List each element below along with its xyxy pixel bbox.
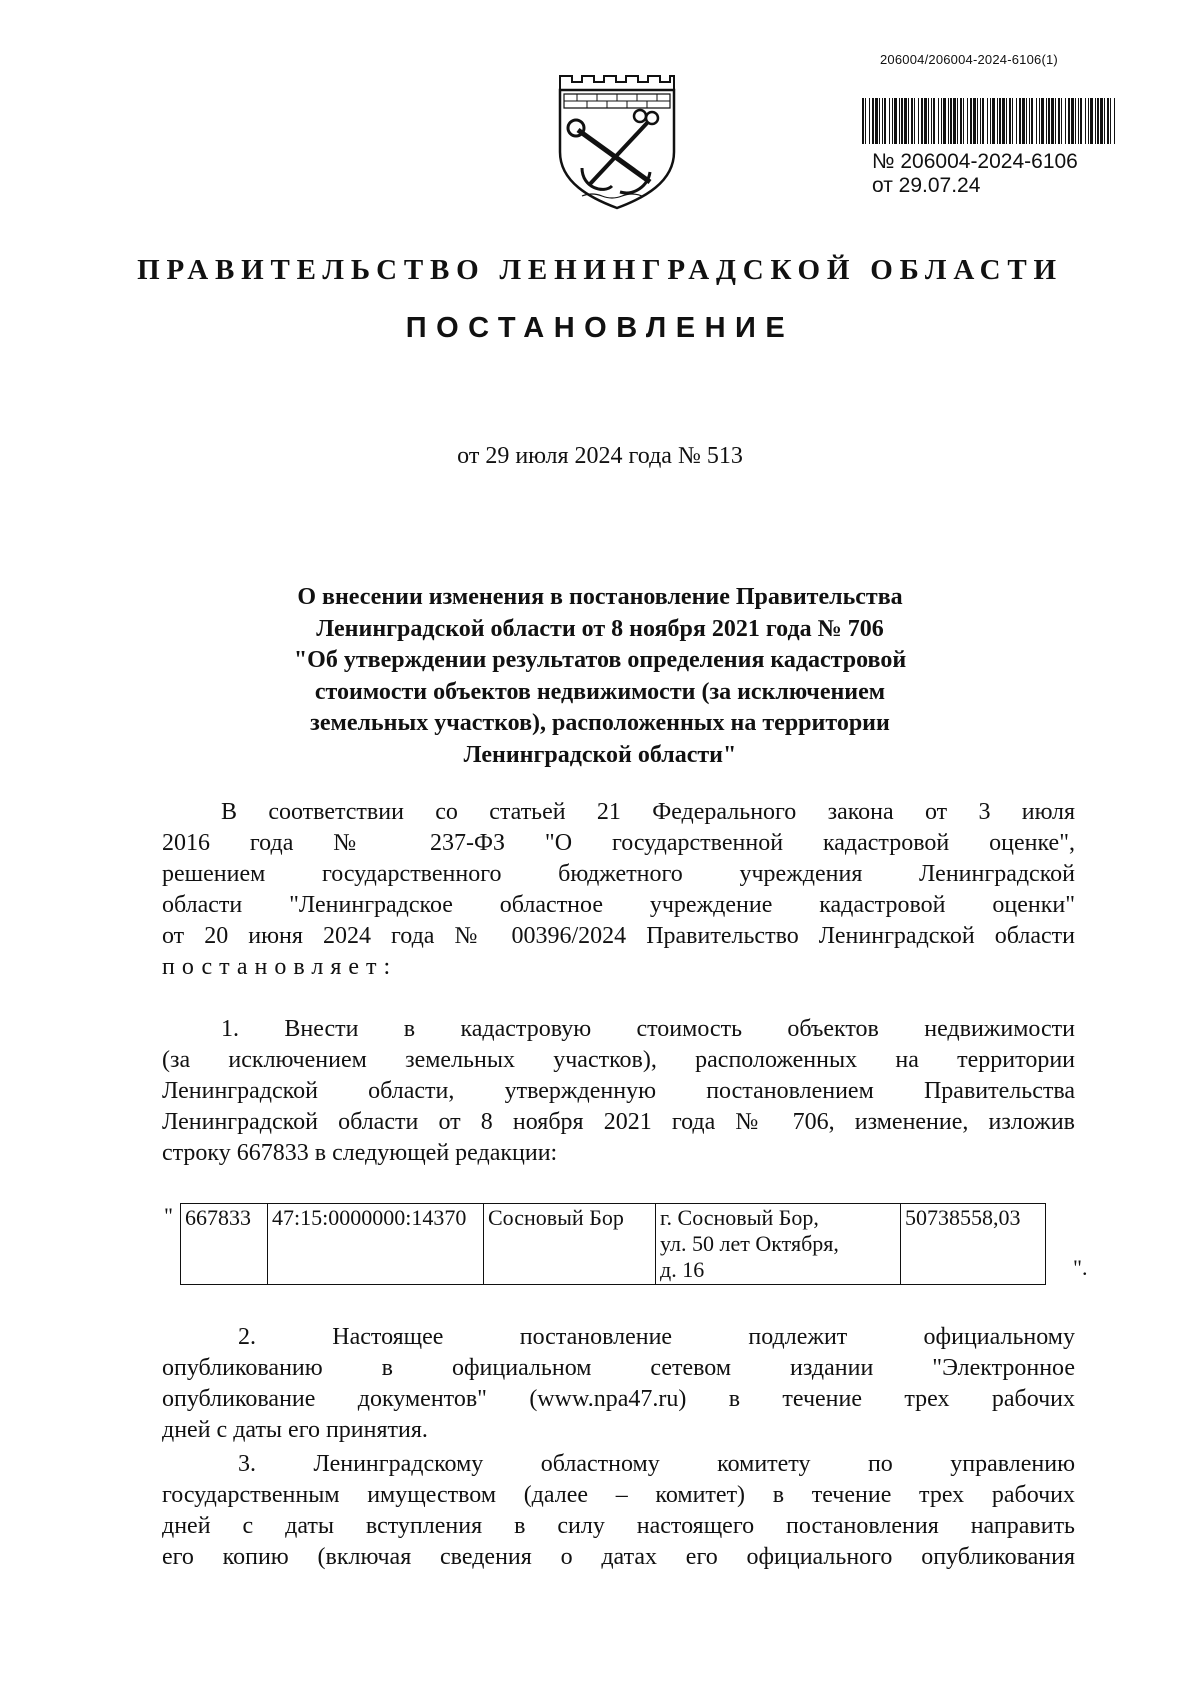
document-subject	[170, 582, 1030, 771]
registration-number: № 206004-2024-6106	[872, 150, 1078, 173]
preamble-paragraph	[162, 797, 1075, 983]
subject-line: стоимости объектов недвижимости (за исключением	[314, 678, 886, 705]
table-cell-cadastral-number: 47:15:0000000:14370	[268, 1204, 484, 1285]
address-line: г. Сосновый Бор,	[660, 1205, 819, 1230]
table-cell-value: 50738558,03	[901, 1204, 1046, 1285]
item-2-paragraph	[162, 1322, 1075, 1446]
cadastral-table	[180, 1203, 1046, 1285]
paragraph-line: дней с даты его принятия.	[162, 1417, 428, 1443]
paragraph-line: его копию (включая сведения о датах его официального опубликования	[162, 1544, 1075, 1570]
subject-line: Ленинградской области"	[463, 741, 737, 768]
paragraph-line: Ленинградской области, утвержденную постановлением Правительства	[162, 1078, 1075, 1104]
paragraph-line: от 20 июня 2024 года № 00396/2024 Правительство Ленинградской области	[162, 923, 1075, 949]
paragraph-line: строку 667833 в следующей редакции:	[162, 1140, 558, 1166]
table-close-quote: ".	[1073, 1255, 1088, 1280]
table-cell-number: 667833	[181, 1204, 268, 1285]
paragraph-line: решением государственного бюджетного учреждения Ленинградской	[162, 861, 1075, 887]
subject-line: "Об утверждении результатов определения кадастровой	[293, 647, 907, 673]
paragraph-line: 2016 года № 237-ФЗ "О государственной кадастровой оценке",	[162, 830, 1075, 856]
table-cell-address	[656, 1204, 901, 1285]
paragraph-line: 2. Настоящее постановление подлежит официальному	[238, 1324, 1075, 1350]
paragraph-line: В соответствии со статьей 21 Федерального закона от 3 июля	[221, 799, 1075, 825]
subject-line: земельных участков), расположенных на территории	[310, 710, 890, 736]
table-open-quote: "	[164, 1203, 173, 1228]
document-id: 206004/206004-2024-6106(1)	[880, 52, 1058, 67]
paragraph-line: дней с даты вступления в силу настоящего постановления направить	[162, 1513, 1075, 1539]
paragraph-line: государственным имуществом (далее – комитет) в течение трех рабочих	[162, 1482, 1075, 1508]
table-cell-municipality: Сосновый Бор	[484, 1204, 656, 1285]
registration-date: от 29.07.24	[872, 174, 981, 197]
paragraph-line: опубликованию в официальном сетевом издании "Электронное	[162, 1355, 1075, 1381]
government-title: ПРАВИТЕЛЬСТВО ЛЕНИНГРАДСКОЙ ОБЛАСТИ	[137, 254, 1063, 286]
item-1-paragraph	[162, 1014, 1075, 1169]
paragraph-line: (за исключением земельных участков), расположенных на территории	[162, 1047, 1075, 1073]
paragraph-line: Ленинградской области от 8 ноября 2021 года № 706, изменение, изложив	[162, 1109, 1075, 1135]
paragraph-line: опубликование документов" (www.npa47.ru) в течение трех рабочих	[162, 1386, 1075, 1412]
registration-block	[872, 150, 1078, 198]
address-line: ул. 50 лет Октября,	[660, 1231, 839, 1256]
paragraph-line: области "Ленинградское областное учреждение кадастровой оценки"	[162, 892, 1075, 918]
coat-of-arms-icon	[552, 72, 682, 212]
paragraph-line: постановляет:	[162, 954, 398, 980]
barcode-icon	[862, 98, 1118, 144]
subject-line: О внесении изменения в постановление Правительства	[297, 584, 903, 610]
address-line: д. 16	[660, 1257, 705, 1282]
paragraph-line: 3. Ленинградскому областному комитету по управлению	[238, 1451, 1075, 1477]
item-3-paragraph	[162, 1449, 1075, 1573]
paragraph-line: 1. Внести в кадастровую стоимость объектов недвижимости	[221, 1016, 1075, 1042]
document-date-number: от 29 июля 2024 года № 513	[457, 443, 743, 469]
document-type-title: ПОСТАНОВЛЕНИЕ	[405, 312, 795, 344]
subject-line: Ленинградской области от 8 ноября 2021 года № 706	[316, 615, 884, 642]
table-row	[181, 1204, 1046, 1285]
